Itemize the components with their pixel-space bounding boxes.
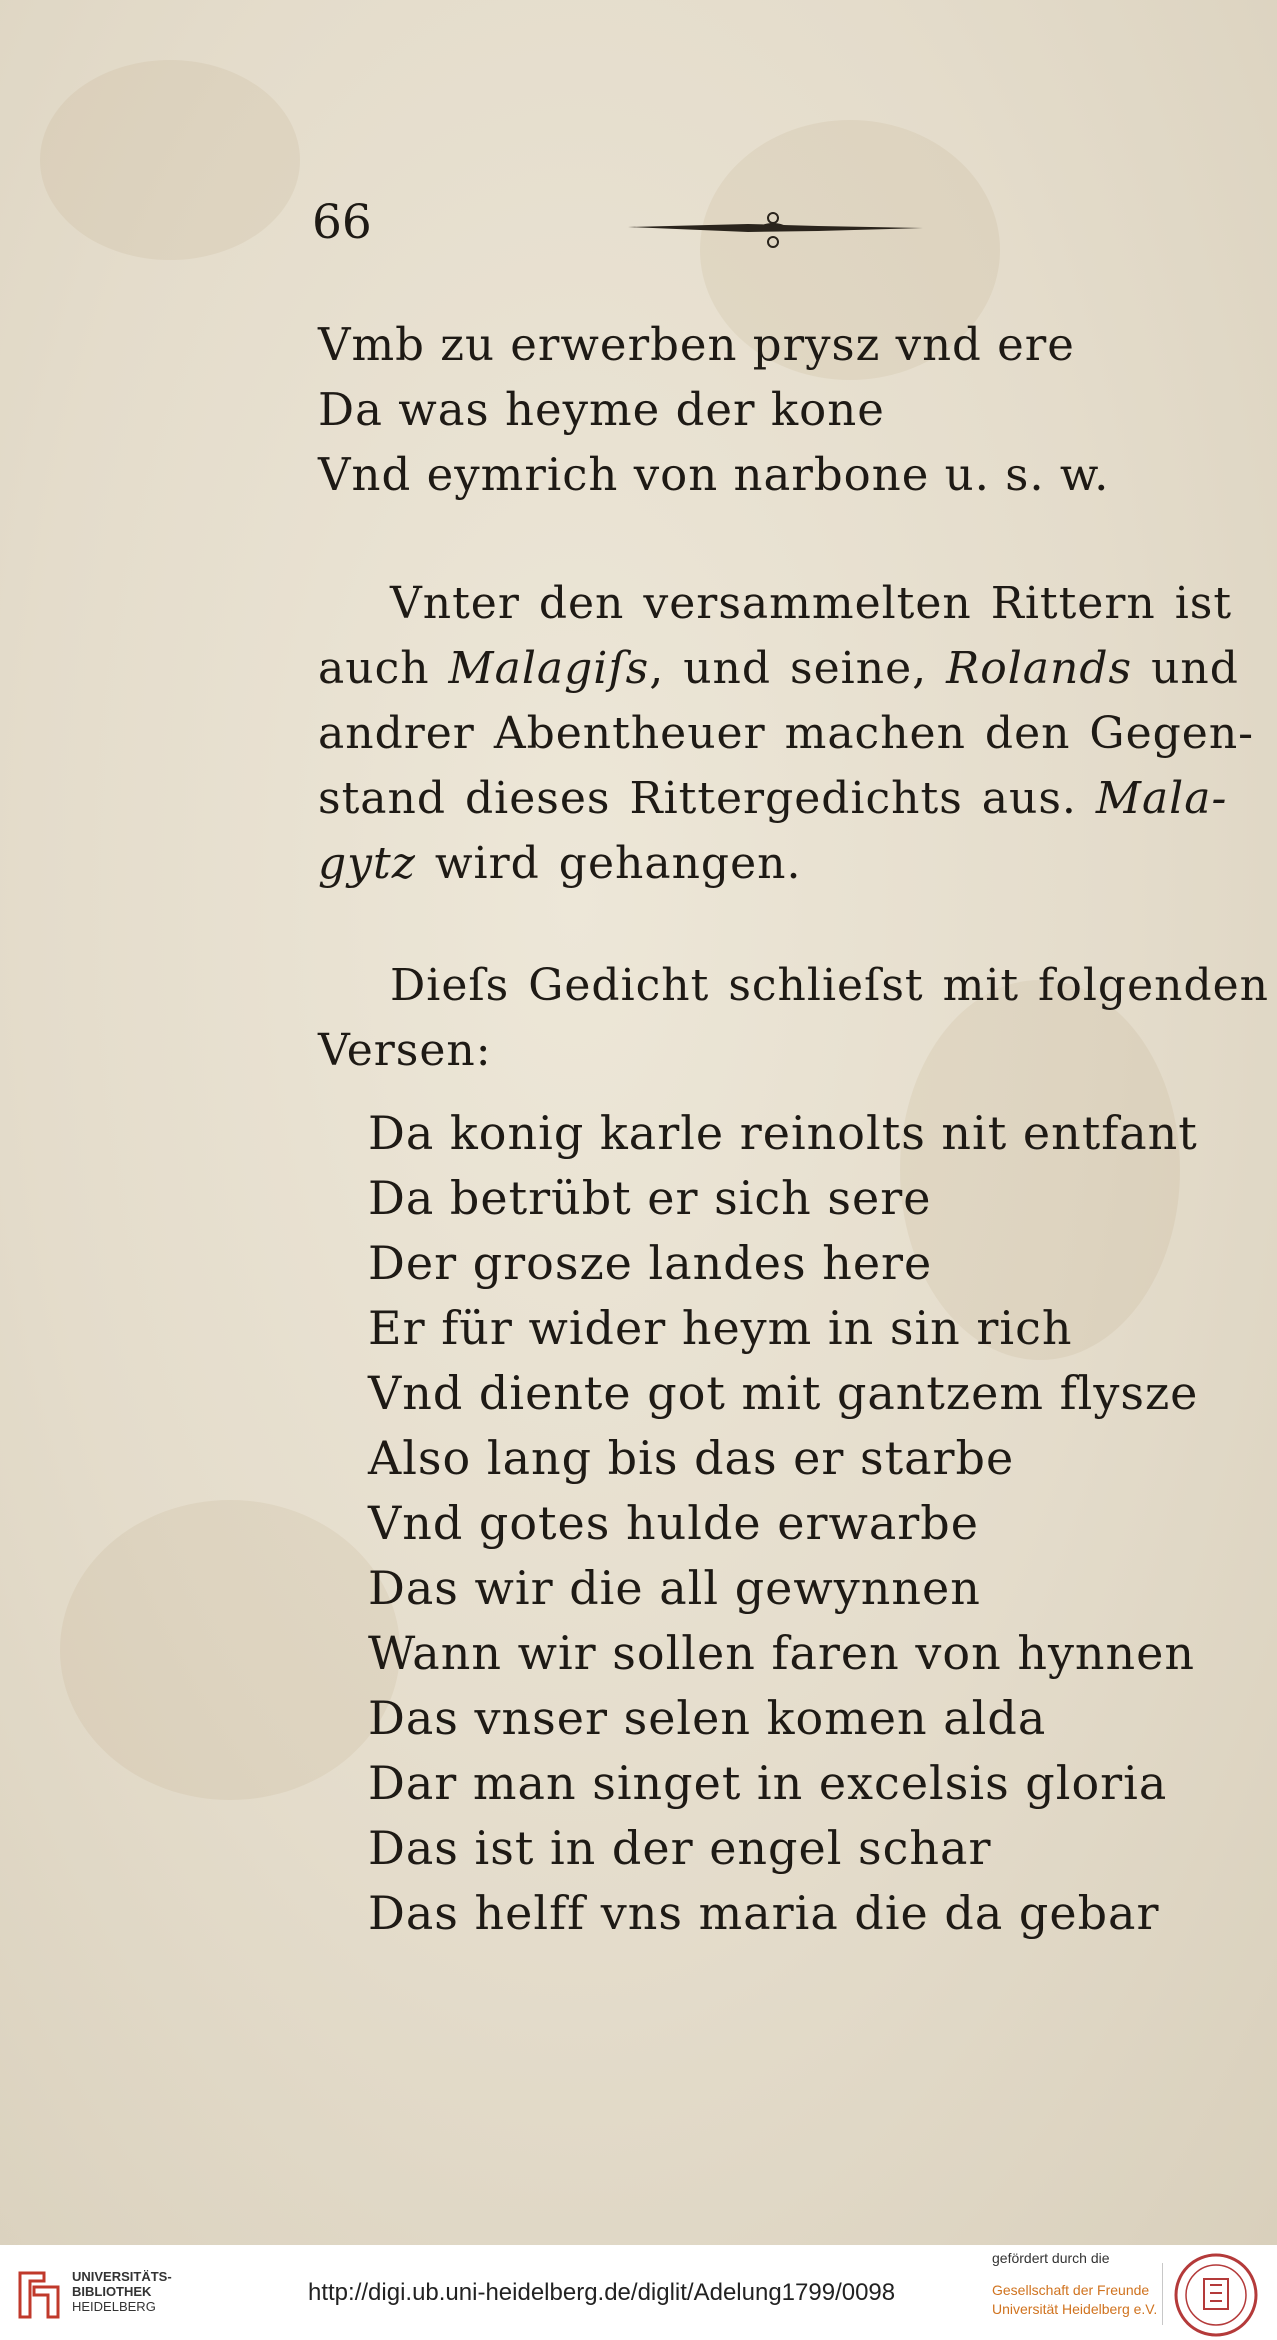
verse-line: Vnd diente got mit gantzem flysze [368, 1366, 1199, 1420]
ornament-icon [628, 210, 923, 250]
verse-line: Vnd gotes hulde erwarbe [368, 1496, 979, 1550]
italic-name: Mala- [1095, 773, 1228, 824]
paper-stain [40, 60, 300, 260]
paragraph-line: stand dieses Rittergedichts aus. Mala- [318, 773, 1228, 824]
italic-name: Malagiſs [448, 643, 650, 694]
ub-logo-icon [14, 2267, 64, 2323]
verse-line: Da konig karle reinolts nit entfant [368, 1106, 1198, 1160]
verse-line: Er für wider heym in sin rich [368, 1301, 1073, 1355]
footer-bar [0, 2245, 1277, 2340]
verse-line: Vnd eymrich von narbone u. s. w. [318, 448, 1110, 501]
verse-line: Da was heyme der kone [318, 383, 885, 436]
paragraph-line: Vnter den versammelten Rittern ist [390, 578, 1233, 629]
paragraph-line: gytz wird gehangen. [318, 838, 802, 889]
funding-label: gefördert durch die [992, 2250, 1110, 2266]
verse-line: Dar man singet in excelsis gloria [368, 1756, 1168, 1810]
verse-line: Vmb zu erwerben prysz vnd ere [318, 318, 1075, 371]
footer-divider [1162, 2263, 1163, 2325]
verse-line: Das vnser selen komen alda [368, 1691, 1047, 1745]
verse-line: Das helff vns maria die da gebar [368, 1886, 1160, 1940]
verse-line: Der grosze landes here [368, 1236, 933, 1290]
library-name: UNIVERSITÄTS- BIBLIOTHEK HEIDELBERG [72, 2269, 172, 2314]
university-seal-icon [1172, 2251, 1260, 2339]
italic-name: gytz [318, 838, 416, 889]
verse-line: Da betrübt er sich sere [368, 1171, 932, 1225]
italic-name: Rolands [946, 643, 1133, 694]
paragraph-line: Dieſs Gedicht schlieſst mit folgenden [390, 960, 1269, 1011]
paragraph-line: andrer Abentheuer machen den Gegen- [318, 708, 1255, 759]
paper-stain [60, 1500, 400, 1800]
paragraph-line: auch Malagiſs, und seine, Rolands und [318, 643, 1239, 694]
verse-line: Das wir die all gewynnen [368, 1561, 981, 1615]
source-url[interactable]: http://digi.ub.uni-heidelberg.de/diglit/Adelung1799/0098 [308, 2279, 896, 2306]
paragraph-line: Versen: [318, 1025, 492, 1076]
verse-line: Das ist in der engel schar [368, 1821, 992, 1875]
verse-line: Wann wir sollen faren von hynnen [368, 1626, 1196, 1680]
verse-line: Also lang bis das er starbe [368, 1431, 1015, 1485]
funder-name: Gesellschaft der Freunde Universität Heidelberg e.V. [992, 2282, 1158, 2317]
page-number: 66 [312, 195, 372, 250]
